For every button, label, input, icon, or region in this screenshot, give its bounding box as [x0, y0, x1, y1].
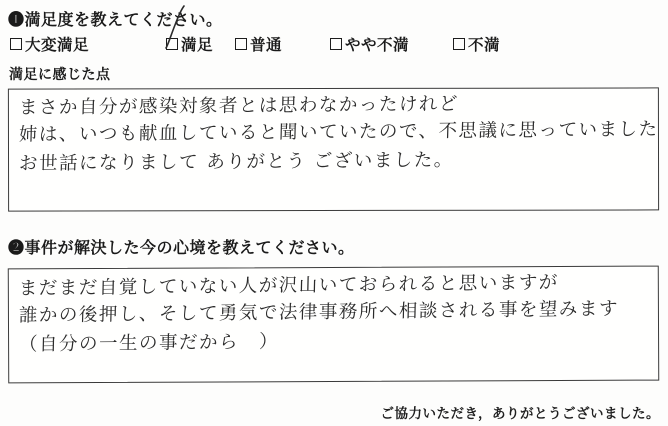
question2-title: 事件が解決した今の心境を教えてください。	[24, 240, 355, 257]
checkbox-icon[interactable]	[235, 38, 247, 50]
question1-number-icon: ❶	[8, 12, 25, 29]
handwritten-line: 誰かの後押し、そして勇気で法律事務所へ相談される事を望みます	[18, 298, 620, 327]
checkbox-label: やや不満	[345, 37, 410, 54]
satisfaction-options-row	[0, 33, 668, 53]
checkbox-icon[interactable]	[453, 38, 465, 50]
checkbox-icon-checked[interactable]	[166, 38, 178, 50]
checkbox-option-dissatisfied[interactable]	[453, 33, 500, 55]
q2-answer-box	[8, 266, 659, 384]
handwritten-line: まさか自分が感染対象者とは思わなかったけれど	[18, 93, 460, 119]
footer-thanks-text: ご協力いただき，ありがとうございました。	[380, 406, 660, 421]
checkbox-label: 満足	[181, 37, 214, 54]
checkbox-icon[interactable]	[330, 38, 342, 50]
q1-answer-label: 満足に感じた点	[9, 68, 111, 83]
handwritten-line: お世話になりまして ありがとう ございました。	[18, 149, 455, 175]
handwritten-line: （自分の一生の事だから ）	[18, 331, 280, 356]
question1-heading	[8, 7, 223, 30]
question2-heading	[8, 235, 355, 258]
checkbox-icon[interactable]	[10, 38, 22, 50]
checkbox-option-satisfied[interactable]	[166, 33, 213, 55]
handwritten-line: まだまだ自覚していない人が沢山いておられると思いますが	[18, 272, 560, 300]
checkbox-label: 大変満足	[25, 37, 90, 54]
handwritten-line: 姉は、いつも献血していると聞いていたので、不思議に思っていました	[18, 118, 659, 146]
question2-number-icon: ❷	[8, 240, 25, 257]
checkbox-option-very-satisfied[interactable]	[10, 33, 89, 55]
question1-title: 満足度を教えてください。	[24, 12, 223, 29]
checkbox-label: 不満	[468, 37, 501, 54]
checkbox-option-somewhat-dissatisfied[interactable]	[330, 33, 409, 55]
q1-answer-box	[8, 87, 659, 211]
checkbox-label: 普通	[250, 37, 283, 54]
checkbox-option-neutral[interactable]	[235, 33, 282, 55]
